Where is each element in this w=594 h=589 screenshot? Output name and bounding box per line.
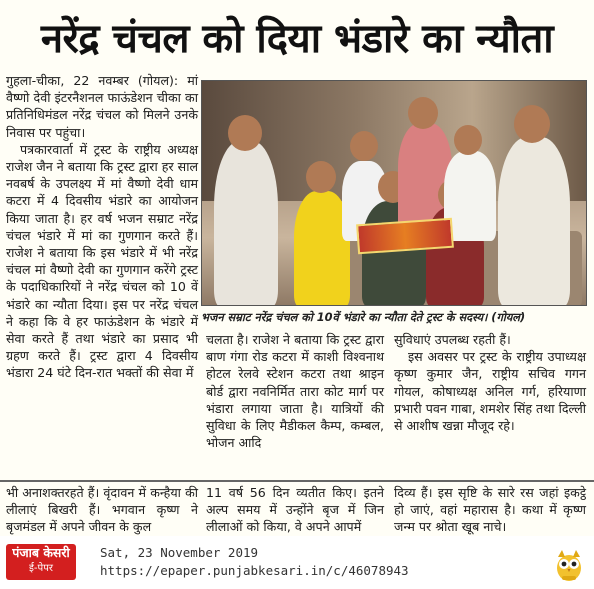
article-lead: गुहला-चीका, 22 नवम्बर (गोयल): मां वैष्णो देवी इंटरनैशनल फाऊंडेशन चीका का प्रतिनिधिमंडल नरेंद्र चंचल को मिलने उनके निवास पर पहुंचा।: [6, 73, 198, 140]
divider: [0, 480, 594, 482]
adjacent-story-col-3: दिव्य हैं। इस सृष्टि के सारे रस जहां इकट्ठे हो जाएं, वहां महारास है। कथा में कृष्ण जन्म पर श्रोता खूब नाचे।: [394, 485, 586, 535]
owl-icon: [555, 548, 583, 582]
adjacent-story-col-2: 11 वर्ष 56 दिन व्यतीत किए। इतने अल्प समय में उन्होंने बृज में जिन लीलाओं को किया, वे अपने आपमें: [206, 485, 384, 535]
article-column-1: [6, 72, 198, 382]
publish-date: Sat, 23 November 2019: [100, 545, 259, 560]
article-paragraph: पत्रकारवार्ता में ट्रस्ट के राष्ट्रीय अध्यक्ष राजेश जैन ने बताया कि ट्रस्ट द्वारा हर साल नवबर्ष के उपलक्ष्य में मां वैष्णो देवी धाम कटरा में 4 दिवसीय भंडारे का आयोजन किया जाता है। हर वर्ष भजन सम्राट नरेंद्र चंचल भंडारे में मां का गुणगान करते हैं। राजेश ने बताया कि इस भंडारे में भी नरेंद्र चंचल मां वैष्णो देवी का गुणगान करेंगे ट्रस्ट के पदाधिकारियों ने नरेंद्र चंचल को 10 वें भंडारे का न्यौता दिया। इस पर नरेंद्र चंचल ने कहा कि वे हर फाऊंडेशन के भंडारे में सेवा करते हैं तथा भंडारे का प्रसाद भी ग्रहण करते हैं। ट्रस्ट द्वारा 4 दिवसीय भंडारा 24 घंटे दिन-रात भक्तों की सेवा में: [6, 141, 198, 381]
headline: नरेंद्र चंचल को दिया भंडारे का न्यौता: [40, 16, 554, 62]
logo-subtitle: ई-पेपर: [29, 563, 53, 574]
epaper-link[interactable]: https://epaper.punjabkesari.in/c/46078943: [100, 563, 409, 578]
article-paragraph: सुविधाएं उपलब्ध रहती हैं।: [394, 332, 511, 347]
photo-caption: भजन सम्राट नरेंद्र चंचल को 10वें भंडारे का न्यौता देते ट्रस्ट के सदस्य। (गोयल): [201, 311, 526, 324]
article-photo: [201, 80, 587, 306]
article-column-3: [394, 331, 586, 434]
punjab-kesari-logo[interactable]: [6, 544, 76, 580]
adjacent-story-col-1: भी अनाशक्तरहते हैं। वृंदावन में कन्हैया की लीलाएं बिखरी हैं। भगवान कृष्ण ने बृजमंडल में अपने जीवन के कुल: [6, 485, 198, 535]
article-paragraph: चलता है। राजेश ने बताया कि ट्रस्ट द्वारा बाण गंगा रोड कटरा में काशी विश्वनाथ होटल रेलवे स्टेशन कटरा तथा श्राइन बोर्ड द्वारा नवनिर्मित तारा कोट मार्ग पर भंडारा लगाया जाता है। यात्रियों की सुविधा के लिए मैडीकल कैम्प, कम्बल, भोजन आदि: [206, 332, 384, 451]
article-column-2: [206, 331, 384, 451]
epaper-footer: [0, 536, 594, 589]
article-paragraph: इस अवसर पर ट्रस्ट के राष्ट्रीय उपाध्यक्ष कृष्ण कुमार जैन, राष्ट्रीय सचिव गगन गोयल, कोषाध्यक्ष अनिल गर्ग, हरियाणा प्रभारी पवन गाबा, शमशेर सिंह तथा दिल्ली से आशीष खन्ना मौजूद रहे।: [394, 349, 586, 434]
logo-title: पंजाब केसरी: [12, 545, 70, 560]
